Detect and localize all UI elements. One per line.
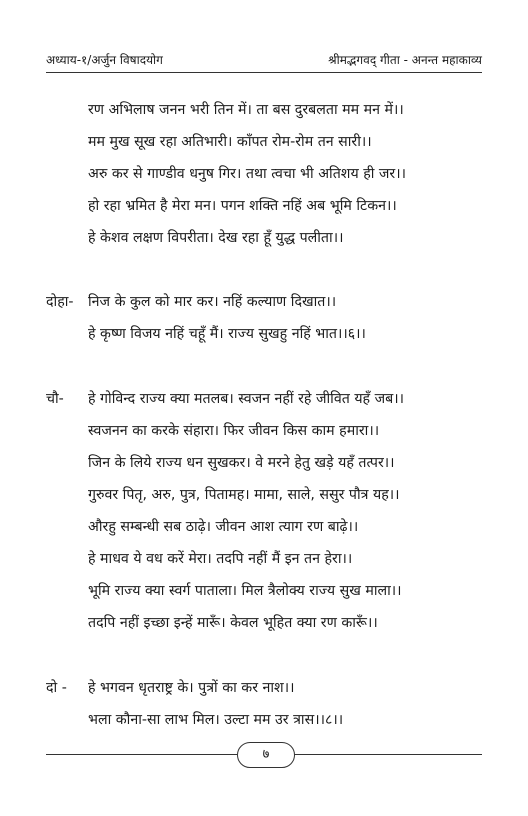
verse-line: अरु कर से गाण्डीव धनुष गिर। तथा त्वचा भी अतिशय ही जर।। [88, 166, 406, 182]
book-title: श्रीमद्भगवद् गीता - अनन्त महाकाव्य [328, 53, 482, 67]
footer-rule-right [293, 754, 482, 755]
verse-line: तदपि नहीं इच्छा इन्हें मारूँ। केवल भूहित क्या रण कारूँ।। [88, 615, 378, 631]
verse-line: स्वजनन का करके संहारा। फिर जीवन किस काम हमारा।। [88, 423, 380, 439]
chaupai-label: चौ- [46, 391, 64, 407]
verse-line: भूमि राज्य क्या स्वर्ग पाताला। मिल त्रैलोक्य राज्य सुख माला।। [88, 583, 402, 599]
verse-line: जिन के लिये राज्य धन सुखकर। वे मरने हेतु खड़े यहँ तत्पर।। [88, 455, 395, 471]
verse-line: औरहु सम्बन्धी सब ठाढ़े। जीवन आश त्याग रण बाढ़े।। [88, 519, 359, 535]
verse-line: हे भगवन धृतराष्ट्र के। पुत्रों का कर नाश।। [88, 680, 295, 696]
doha-label: दो - [46, 680, 67, 696]
header-rule [46, 72, 482, 73]
verse-line: रण अभिलाष जनन भरी तिन में। ता बस दुरबलता मम मन में।। [88, 102, 404, 118]
verse-line: हो रहा भ्रमित है मेरा मन। पगन शक्ति नहिं अब भूमि टिकन।। [88, 198, 397, 214]
verse-line: हे गोविन्द राज्य क्या मतलब। स्वजन नहीं रहे जीवित यहँ जब।। [88, 391, 404, 407]
footer-rule-left [46, 754, 237, 755]
verse-line: हे कृष्ण विजय नहिं चहूँ मैं। राज्य सुखहु नहिं भात।।६।। [88, 326, 366, 342]
verse-line: हे केशव लक्षण विपरीता। देख रहा हूँ युद्ध पलीता।। [88, 230, 344, 246]
verse-line: गुरुवर पितृ, अरु, पुत्र, पितामह। मामा, साले, ससुर पौत्र यह।। [88, 487, 400, 503]
verse-line: मम मुख सूख रहा अतिभारी। काँपत रोम-रोम तन सारी।। [88, 134, 372, 150]
chapter-title: अध्याय-१/अर्जुन विषादयोग [46, 53, 163, 67]
verse-line: भला कौना-सा लाभ मिल। उल्टा मम उर त्रास।।८।। [88, 712, 344, 728]
page-header [46, 50, 482, 70]
page-number: ७ [237, 742, 295, 768]
verse-line: हे माधव ये वध करें मेरा। तदपि नहीं मैं इन तन हेरा।। [88, 551, 353, 567]
doha-label: दोहा- [46, 294, 74, 310]
verse-line: निज के कुल को मार कर। नहिं कल्याण दिखात।। [88, 294, 337, 310]
